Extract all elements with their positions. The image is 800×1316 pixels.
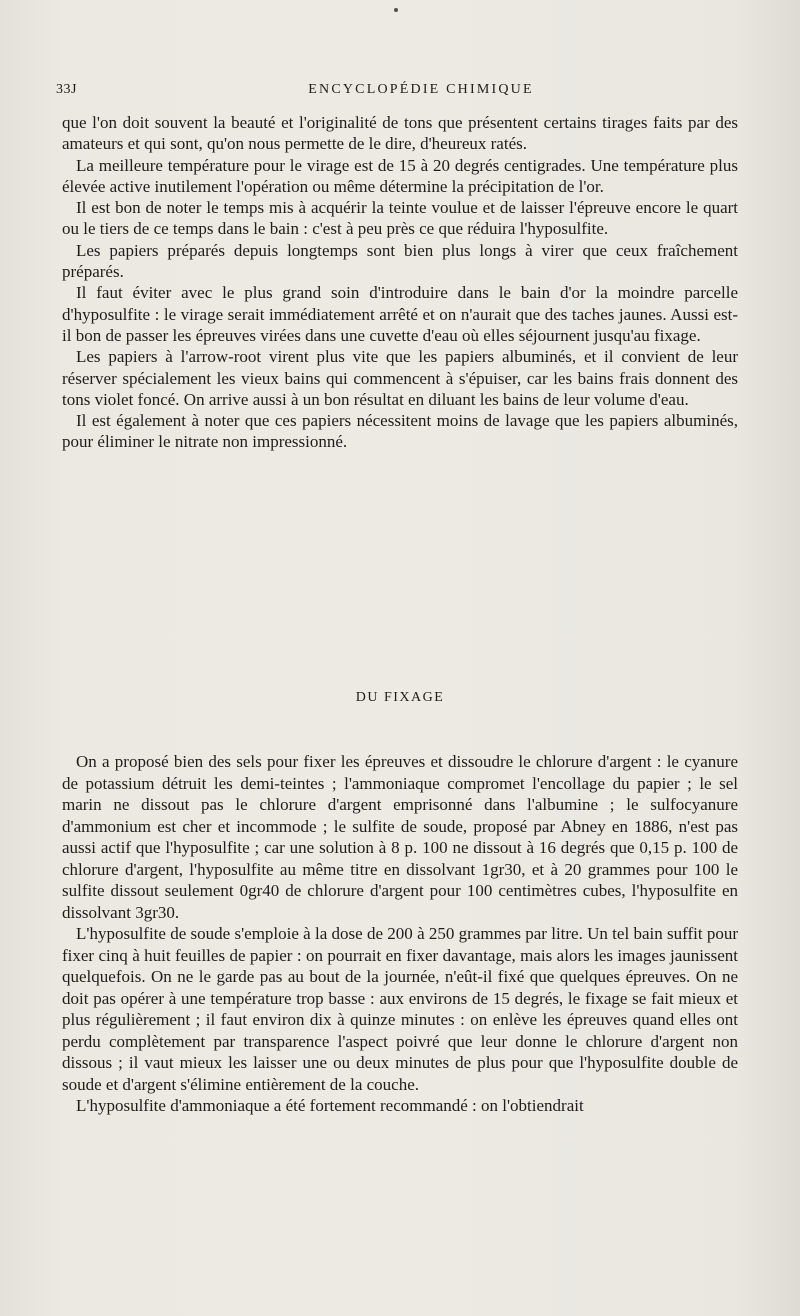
- paragraph: Les papiers à l'arrow-root virent plus vite que les papiers albuminés, et il convient de leur réserver spécialement les vieux bains qui commencent à s'épuiser, car les bains frais donnent des tons violet foncé. On arrive aussi à un bon résultat en diluant les bains de leur volume d'eau.: [62, 347, 738, 409]
- page-header: [56, 82, 756, 104]
- paragraph: que l'on doit souvent la beauté et l'originalité de tons que présentent certains tirages faits par des amateurs et qui sont, qu'on nous permette de le dire, d'heureux ratés.: [62, 113, 738, 154]
- paragraph: On a proposé bien des sels pour fixer les épreuves et dissoudre le chlorure d'argent : le cyanure de potassium détruit les demi-teintes ; l'ammoniaque compromet l'encollage du papier ; le sel marin ne dissout pas le chlorure d'argent emprisonné dans l'albumine ; le sulfocyanure d'ammonium est cher et incommode ; le sulfite de soude, proposé par Abney en 1886, n'est pas aussi actif que l'hyposulfite ; car une solution à 8 p. 100 ne dissout à 16 degrés que 0,15 p. 100 de chlorure d'argent, l'hyposulfite au même titre en dissolvant 1gr30, et à 20 grammes pour 100 le sulfite dissout seulement 0gr40 de chlorure d'argent pour 100 centimètres cubes, l'hyposulfite en dissolvant 3gr30.: [62, 752, 738, 922]
- paragraph: L'hyposulfite d'ammoniaque a été fortement recommandé : on l'obtiendrait: [76, 1096, 584, 1115]
- body-section-fixage: [62, 751, 738, 1117]
- running-title: ENCYCLOPÉDIE CHIMIQUE: [308, 82, 534, 97]
- paragraph: L'hyposulfite de soude s'emploie à la dose de 200 à 250 grammes par litre. Un tel bain suffit pour fixer cinq à huit feuilles de papier : on pourrait en fixer davantage, mais alors les images jaunissent quelquefois. On ne le garde pas au bout de la journée, n'eût-il fixé que quelques épreuves. On ne doit pas opérer à une température trop basse : aux environs de 15 degrés, le fixage se fait mieux et plus régulièrement ; il faut environ dix à quinze minutes : on enlève les épreuves quand elles ont perdu complètement par transparence l'aspect poivré que leur donne le chlorure d'argent non dissous ; il vaut mieux les laisser une ou deux minutes de plus pour que l'hyposulfite double de soude et d'argent s'élimine entièrement de la couche.: [62, 924, 738, 1094]
- paragraph: Il est bon de noter le temps mis à acquérir la teinte voulue et de laisser l'épreuve encore le quart ou le tiers de ce temps dans le bain : c'est à peu près ce que réduira l'hyposulfite.: [62, 198, 738, 239]
- paragraph: La meilleure température pour le virage est de 15 à 20 degrés centigrades. Une température plus élevée active inutilement l'opération ou même détermine la précipitation de l'or.: [62, 155, 738, 196]
- paragraph: Il faut éviter avec le plus grand soin d'introduire dans le bain d'or la moindre parcelle d'hyposulfite : le virage serait immédiatement arrêté et on n'aurait que des taches jaunes. Aussi est-il bon de passer les épreuves virées dans une cuvette d'eau où elles séjournent jusqu'au fixage.: [62, 283, 738, 345]
- paragraph: Les papiers préparés depuis longtemps sont bien plus longs à virer que ceux fraîchement préparés.: [62, 240, 738, 282]
- page-number: 33J: [56, 82, 77, 97]
- paragraph: Il est également à noter que ces papiers nécessitent moins de lavage que les papiers albuminés, pour éliminer le nitrate non impressionné.: [62, 411, 738, 452]
- section-heading: DU FIXAGE: [355, 690, 445, 705]
- print-speck: [394, 8, 398, 12]
- body-section-virage: [62, 112, 738, 453]
